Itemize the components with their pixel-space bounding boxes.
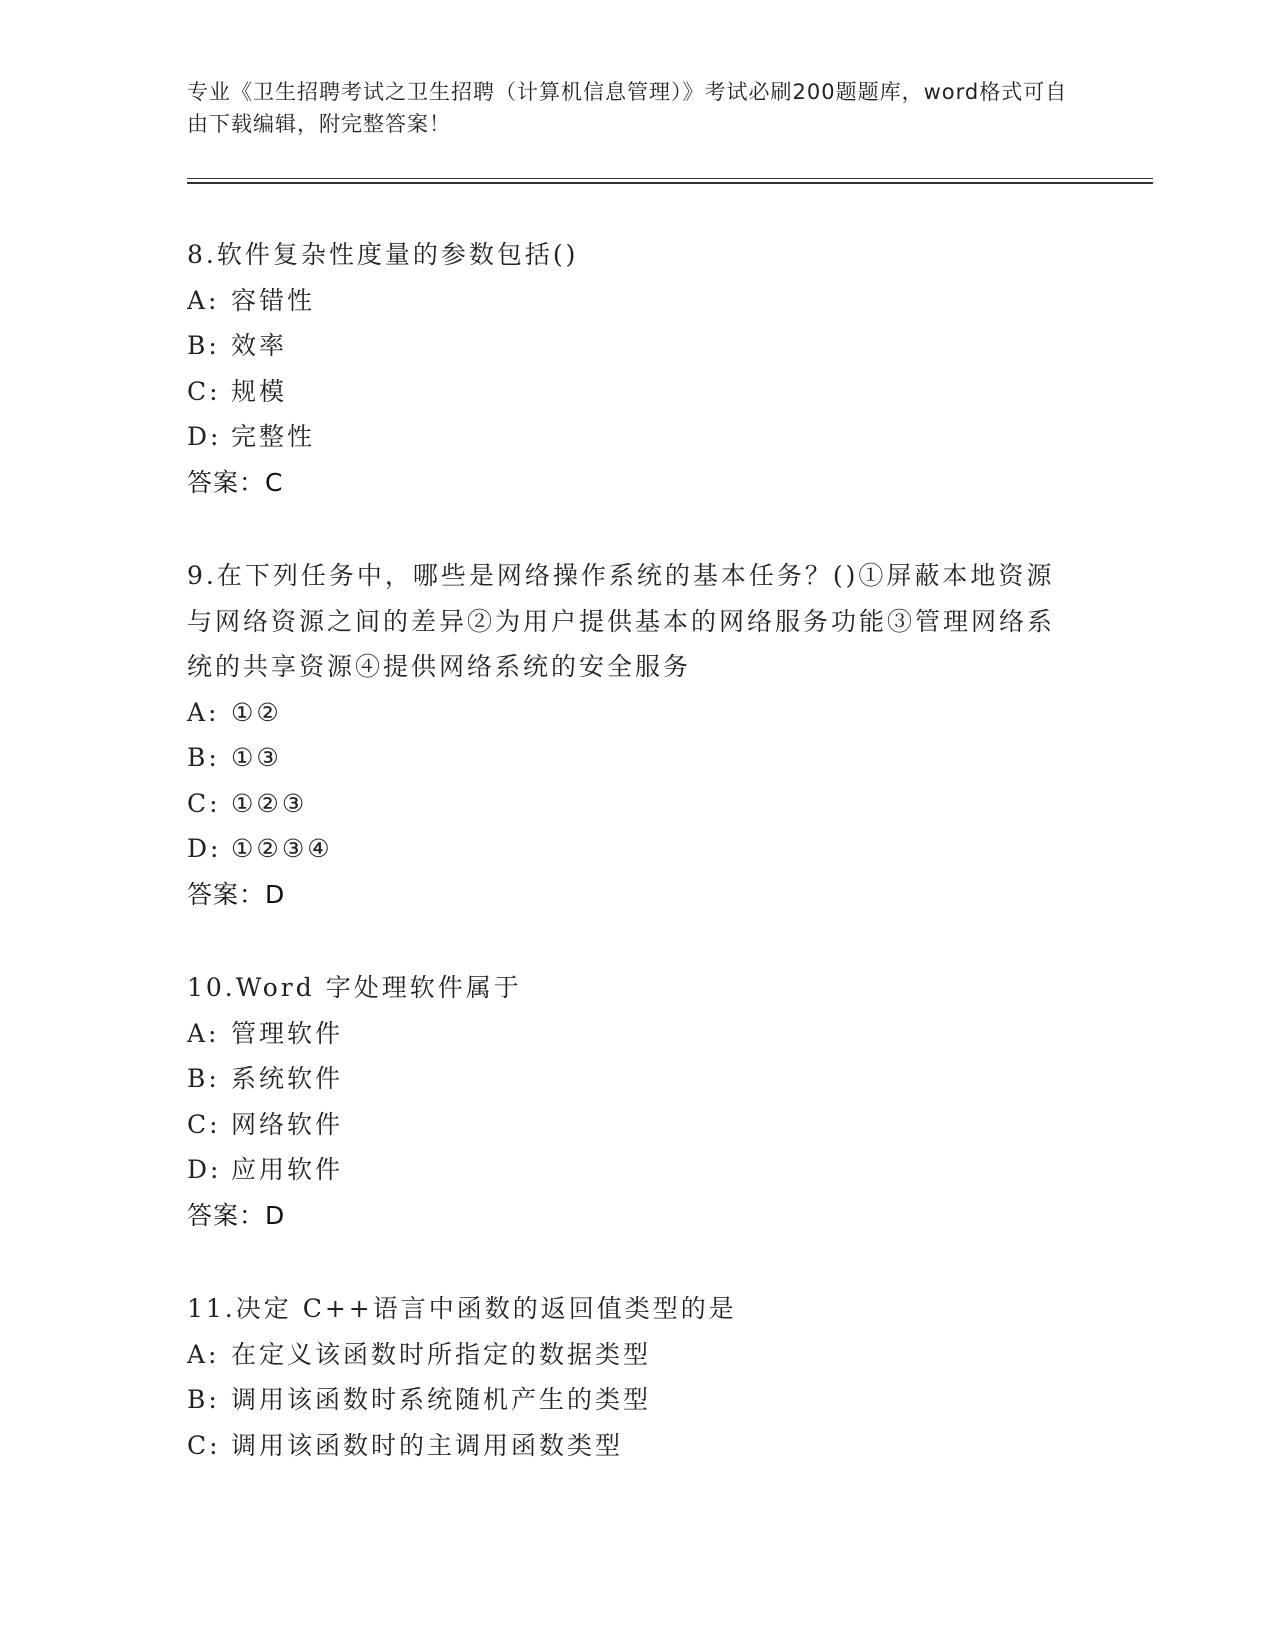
option-text: ①③ xyxy=(231,743,282,772)
option-text: 完整性 xyxy=(231,422,316,451)
option-letter: C: xyxy=(187,1430,221,1460)
answer-line: 答案：D xyxy=(187,879,286,909)
question-10 xyxy=(187,965,1087,1238)
header-rule-thick xyxy=(187,182,1153,184)
option-text: 系统软件 xyxy=(231,1064,344,1093)
answer-line: 答案：C xyxy=(187,467,284,497)
option-text: ①② xyxy=(231,697,282,727)
option-letter: A: xyxy=(187,697,220,727)
question-list xyxy=(187,232,1087,1516)
option-text: ①②③④ xyxy=(231,834,333,863)
option-a xyxy=(187,1332,1087,1378)
question-stem: 11.决定 C++语言中函数的返回值类型的是 xyxy=(187,1294,737,1323)
option-letter: A: xyxy=(187,1339,220,1369)
question-stem: 10.Word 字处理软件属于 xyxy=(187,973,522,1002)
option-letter: D: xyxy=(187,422,222,451)
answer-line: 答案：D xyxy=(187,1200,286,1230)
option-d xyxy=(187,826,1087,872)
option-letter: B: xyxy=(187,331,220,360)
option-c xyxy=(187,781,1087,827)
option-a xyxy=(187,1011,1087,1057)
option-text: 规模 xyxy=(231,376,288,406)
option-d xyxy=(187,1147,1087,1193)
option-text: ①②③ xyxy=(231,788,308,818)
option-c xyxy=(187,369,1087,415)
option-letter: B: xyxy=(187,1064,220,1093)
option-text: 效率 xyxy=(231,331,288,360)
option-a xyxy=(187,278,1087,324)
option-c xyxy=(187,1102,1087,1148)
option-letter: C: xyxy=(187,788,221,818)
option-d xyxy=(187,414,1087,460)
option-letter: D: xyxy=(187,1155,222,1184)
option-text: 应用软件 xyxy=(231,1155,344,1184)
question-9 xyxy=(187,553,1087,917)
option-text: 在定义该函数时所指定的数据类型 xyxy=(231,1339,652,1369)
option-a xyxy=(187,690,1087,736)
option-c xyxy=(187,1423,1087,1469)
option-text: 调用该函数时的主调用函数类型 xyxy=(231,1430,624,1460)
question-11 xyxy=(187,1286,1087,1468)
option-text: 管理软件 xyxy=(231,1018,344,1048)
option-letter: A: xyxy=(187,285,220,315)
option-letter: B: xyxy=(187,1385,220,1414)
option-text: 网络软件 xyxy=(231,1109,344,1139)
option-letter: C: xyxy=(187,376,221,406)
option-letter: A: xyxy=(187,1018,220,1048)
option-text: 调用该函数时系统随机产生的类型 xyxy=(231,1385,652,1414)
option-letter: B: xyxy=(187,743,220,772)
question-stem: 8.软件复杂性度量的参数包括() xyxy=(187,240,579,269)
option-letter: C: xyxy=(187,1109,221,1139)
option-text: 容错性 xyxy=(231,285,316,315)
header-rule-thin xyxy=(187,178,1153,179)
option-b xyxy=(187,1377,1087,1423)
document-header: 专业《卫生招聘考试之卫生招聘（计算机信息管理）》考试必刷200题题库，word格式可自由下载编辑，附完整答案！ xyxy=(187,80,1068,136)
option-b xyxy=(187,735,1087,781)
question-stem: 9.在下列任务中，哪些是网络操作系统的基本任务？()①屏蔽本地资源与网络资源之间的差异②为用户提供基本的网络服务功能③管理网络系统的共享资源④提供网络系统的安全服务 xyxy=(187,561,1056,681)
option-b xyxy=(187,323,1087,369)
option-b xyxy=(187,1056,1087,1102)
question-8 xyxy=(187,232,1087,505)
option-letter: D: xyxy=(187,834,222,863)
